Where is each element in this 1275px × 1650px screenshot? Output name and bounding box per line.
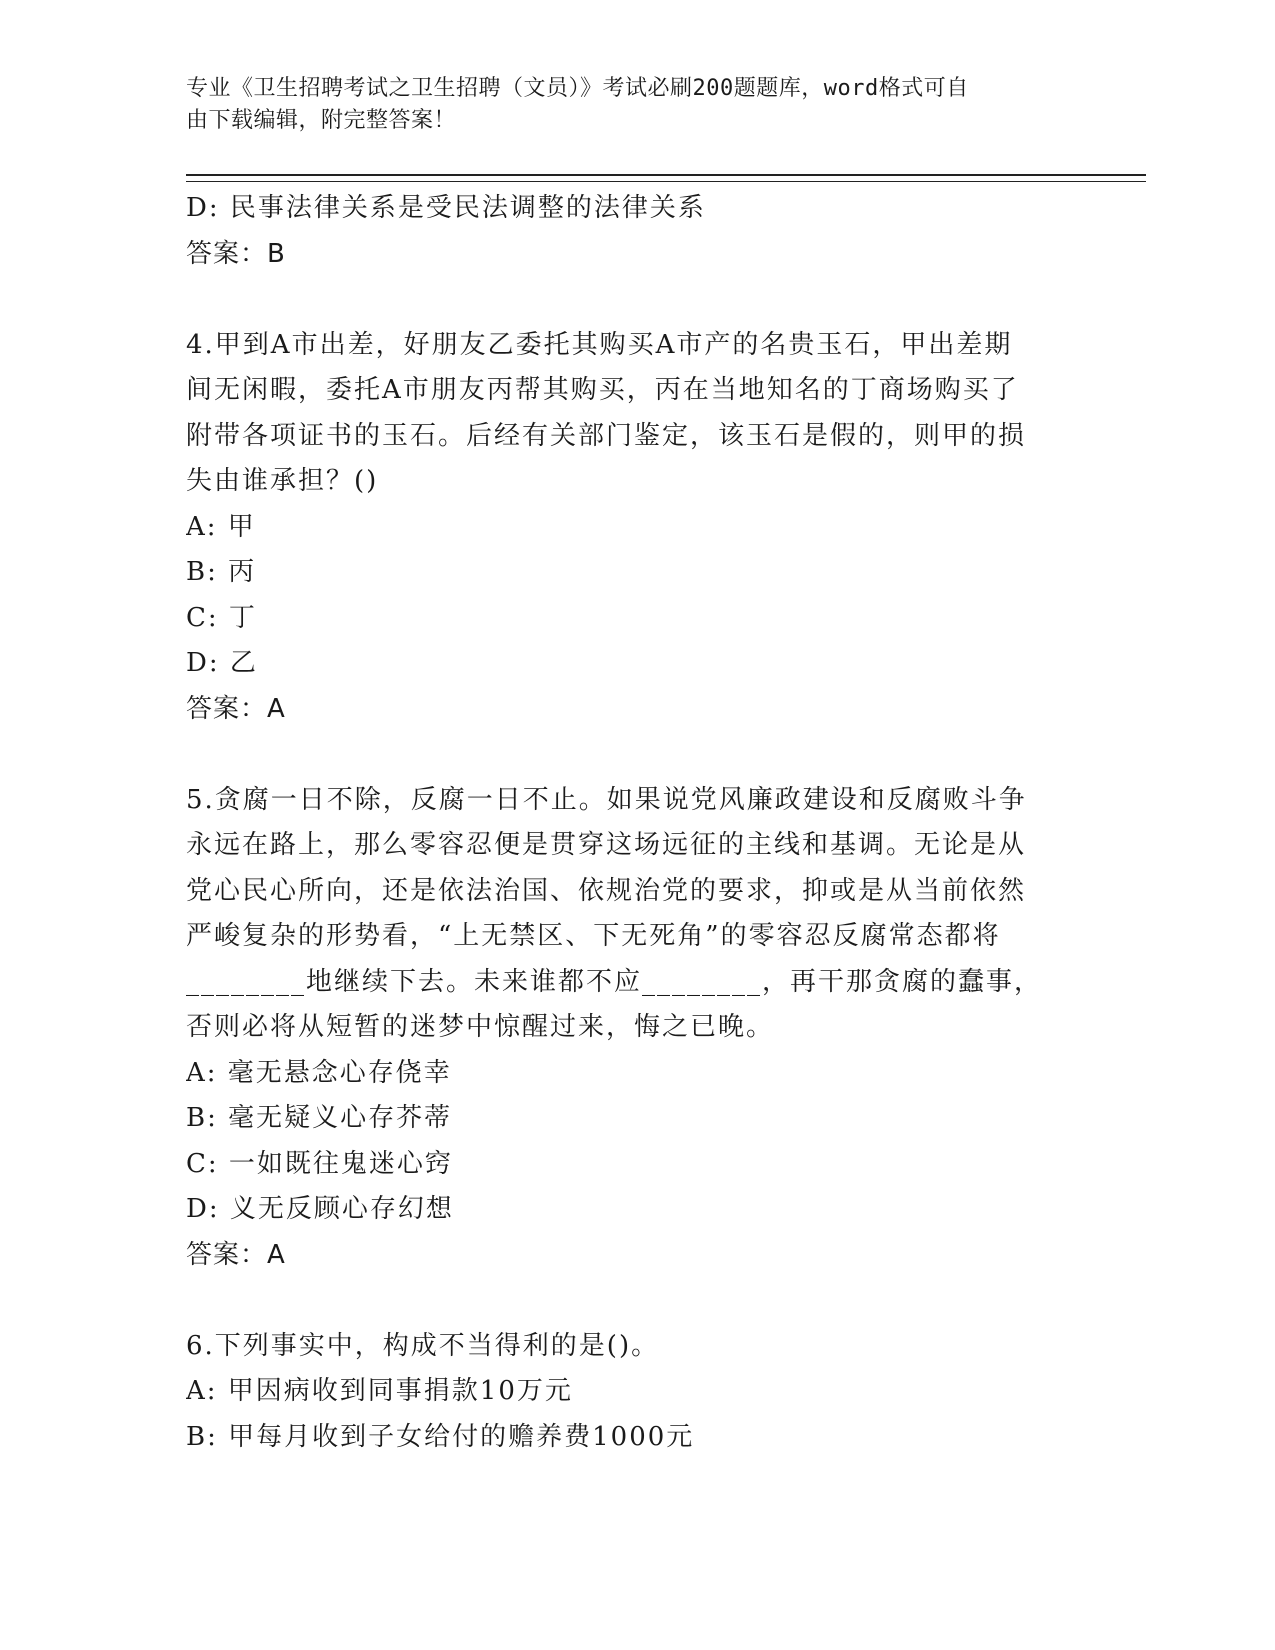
option-c: C: 丁 bbox=[186, 602, 257, 633]
option-b: B: 甲每月收到子女给付的赡养费1000元 bbox=[186, 1421, 695, 1452]
header-rule-thin bbox=[186, 181, 1146, 182]
header-line-2: 由下载编辑，附完整答案！ bbox=[186, 108, 457, 133]
question-line: 间无闲暇，委托A市朋友丙帮其购买，丙在当地知名的丁商场购买了 bbox=[186, 375, 1019, 405]
option-b: B: 毫无疑义心存芥蒂 bbox=[186, 1103, 453, 1133]
option-d: D: 义无反顾心存幻想 bbox=[186, 1194, 454, 1224]
header-rule-thick bbox=[186, 174, 1146, 176]
answer: 答案：B bbox=[186, 238, 286, 269]
question-6 bbox=[186, 1324, 1056, 1370]
spacer bbox=[186, 1278, 1056, 1324]
document-body bbox=[186, 186, 1056, 1460]
question-4 bbox=[186, 323, 1056, 505]
question-line: 失由谁承担？() bbox=[186, 466, 379, 496]
answer: 答案：A bbox=[186, 693, 286, 724]
answer: 答案：A bbox=[186, 1239, 286, 1270]
option-d: D: 乙 bbox=[186, 648, 258, 678]
question-line: 否则必将从短暂的迷梦中惊醒过来，悔之已晚。 bbox=[186, 1012, 775, 1042]
question-line: 6.下列事实中，构成不当得利的是()。 bbox=[186, 1330, 660, 1361]
option-d: D: 民事法律关系是受民法调整的法律关系 bbox=[186, 193, 706, 223]
question-line: 严峻复杂的形势看，“上无禁区、下无死角”的零容忍反腐常态都将 bbox=[186, 921, 1001, 951]
option-c: C: 一如既往鬼迷心窍 bbox=[186, 1148, 453, 1179]
option-b: B: 丙 bbox=[186, 557, 257, 587]
spacer bbox=[186, 277, 1056, 323]
option-a: A: 毫无悬念心存侥幸 bbox=[186, 1057, 452, 1088]
question-line: 附带各项证书的玉石。后经有关部门鉴定，该玉石是假的，则甲的损 bbox=[186, 420, 1027, 451]
spacer bbox=[186, 732, 1056, 778]
question-5 bbox=[186, 778, 1056, 1051]
option-a: A: 甲 bbox=[186, 511, 256, 542]
question-line: ________地继续下去。未来谁都不应________，再干那贪腐的蠢事， bbox=[186, 966, 1043, 997]
option-a: A: 甲因病收到同事捐款10万元 bbox=[186, 1376, 573, 1406]
header-line-1: 专业《卫生招聘考试之卫生招聘（文员）》考试必刷200题题库，word格式可自 bbox=[186, 76, 969, 101]
document-header bbox=[186, 73, 1076, 137]
question-line: 5.贪腐一日不除，反腐一日不止。如果说党风廉政建设和反腐败斗争 bbox=[186, 784, 1027, 815]
question-line: 永远在路上，那么零容忍便是贯穿这场远征的主线和基调。无论是从 bbox=[186, 830, 1027, 860]
question-line: 4.甲到A市出差，好朋友乙委托其购买A市产的名贵玉石，甲出差期 bbox=[186, 329, 1013, 360]
question-line: 党心民心所向，还是依法治国、依规治党的要求，抑或是从当前依然 bbox=[186, 875, 1027, 906]
